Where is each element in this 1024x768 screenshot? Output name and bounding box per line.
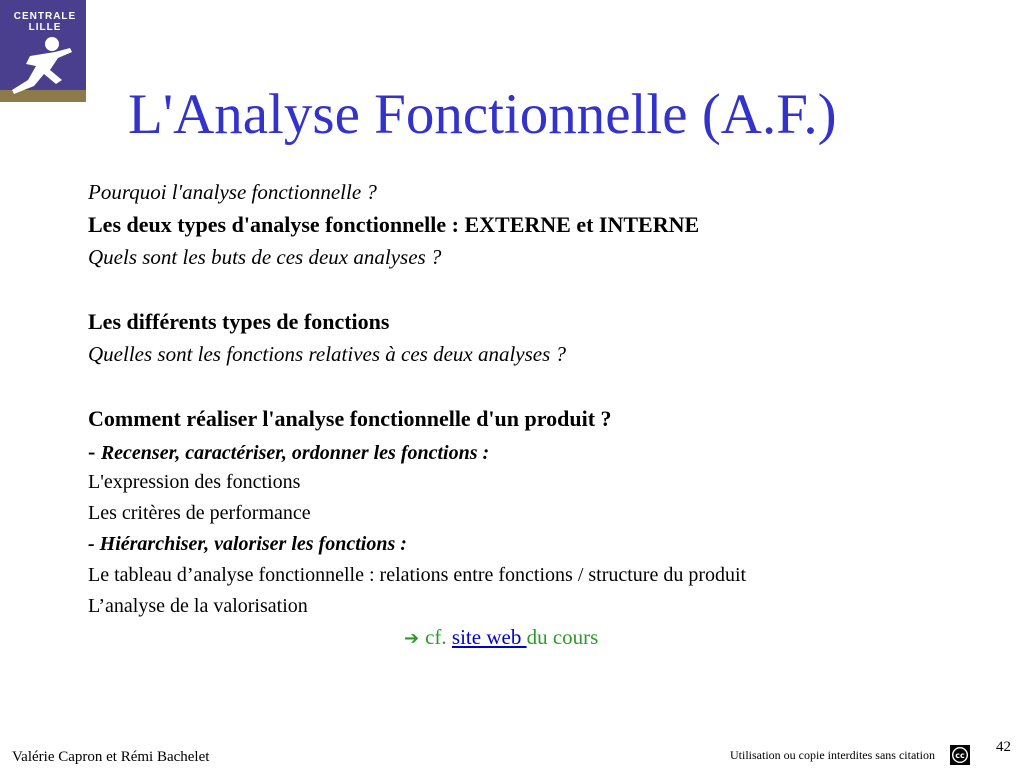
spacer — [88, 273, 988, 305]
question-functions: Quelles sont les fonctions relatives à ces deux analyses ? — [88, 342, 567, 366]
arrow-right-icon: ➔ — [404, 628, 420, 649]
step-hierarchiser: - Hiérarchiser, valoriser les fonctions : — [88, 533, 407, 555]
heading-two-types: Les deux types d'analyse fonctionnelle : EXTERNE et INTERNE — [88, 212, 700, 237]
course-link-line — [88, 622, 988, 654]
logo-text-line2: LILLE — [28, 22, 62, 33]
slide-content — [88, 177, 988, 654]
question-goals: Quels sont les buts de ces deux analyses ? — [88, 245, 442, 269]
link-prefix: cf. — [425, 625, 452, 649]
logo-text-line1: CENTRALE — [13, 11, 77, 22]
spacer — [88, 370, 988, 402]
slide-title: L'Analyse Fonctionnelle (A.F.) — [128, 83, 837, 146]
footer-authors: Valérie Capron et Rémi Bachelet — [12, 749, 210, 765]
heading-function-types: Les différents types de fonctions — [88, 309, 390, 334]
item-valorisation: L’analyse de la valorisation — [88, 595, 308, 617]
svg-text:cc: cc — [955, 751, 965, 761]
runner-figure-icon — [0, 36, 86, 102]
question-why: Pourquoi l'analyse fonctionnelle ? — [88, 180, 377, 204]
site-web-link[interactable]: site web — [451, 625, 527, 649]
footer-license: Utilisation ou copie interdites sans citation — [730, 748, 935, 762]
item-expression: L'expression des fonctions — [88, 471, 301, 493]
item-table: Le tableau d’analyse fonctionnelle : relations entre fonctions / structure du produit — [88, 564, 747, 586]
heading-how-to: Comment réaliser l'analyse fonctionnelle d'un produit ? — [88, 406, 612, 431]
link-suffix: du cours — [526, 625, 599, 649]
step-recenser — [88, 436, 988, 467]
step-recenser-text: Recenser, caractériser, ordonner les fonctions : — [100, 442, 490, 464]
step-dash: - — [88, 439, 101, 464]
page-number: 42 — [996, 739, 1011, 755]
centrale-lille-logo — [0, 0, 86, 102]
creative-commons-icon — [950, 745, 970, 765]
item-criteria: Les critères de performance — [88, 502, 311, 524]
